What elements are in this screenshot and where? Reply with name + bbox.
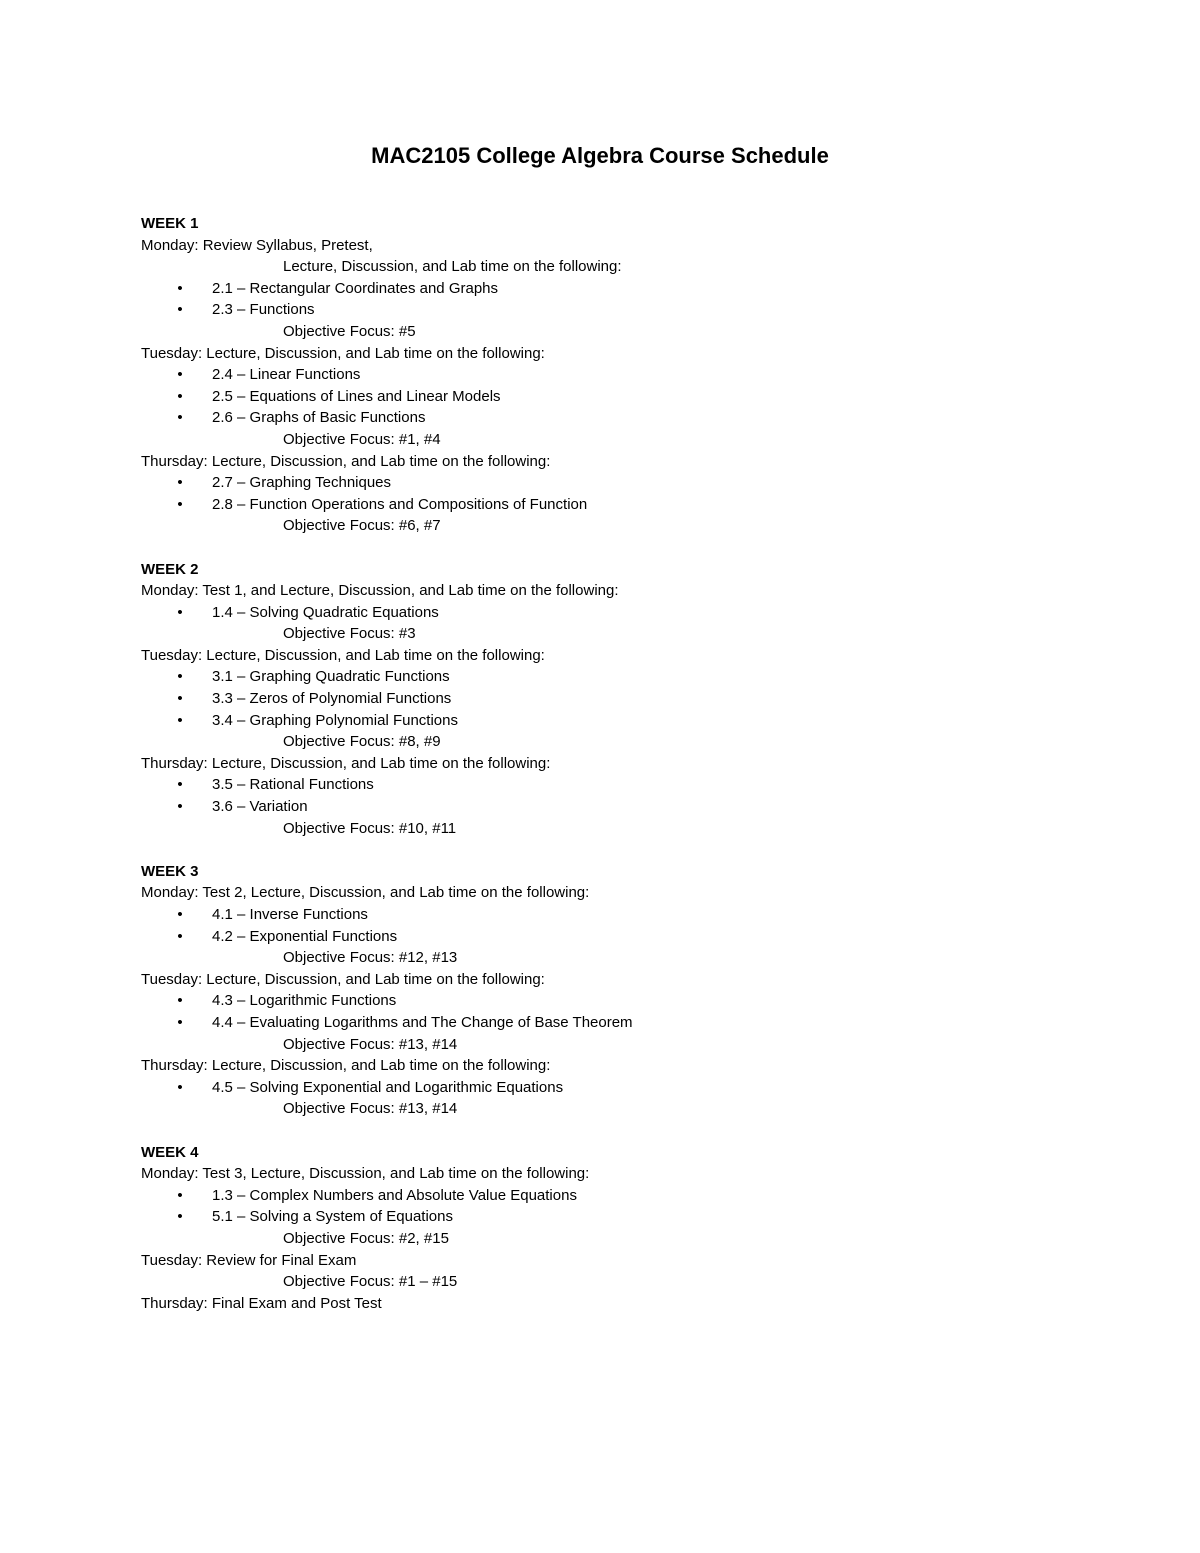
- topic-text: 2.4 – Linear Functions: [212, 366, 361, 384]
- topic-item: [141, 796, 1041, 818]
- topic-text: 1.4 – Solving Quadratic Equations: [212, 603, 439, 621]
- day-line: Thursday: Final Exam and Post Test: [141, 1294, 382, 1312]
- topic-item: [141, 602, 1041, 624]
- topic-text: 4.3 – Logarithmic Functions: [212, 992, 397, 1010]
- topic-item: [141, 710, 1041, 732]
- topic-item: [141, 666, 1041, 688]
- topic-text: 1.3 – Complex Numbers and Absolute Value Equations: [212, 1186, 577, 1204]
- bullet-icon: •: [177, 798, 183, 816]
- day-line: Tuesday: Lecture, Discussion, and Lab time on the following:: [141, 344, 545, 362]
- topic-item: [141, 926, 1041, 948]
- topic-item: [141, 407, 1041, 429]
- week-heading: WEEK 2: [141, 560, 199, 578]
- day-line: Monday: Test 2, Lecture, Discussion, and Lab time on the following:: [141, 884, 590, 902]
- spacer: [141, 839, 1041, 861]
- bullet-icon: •: [177, 409, 183, 427]
- indented-text: Lecture, Discussion, and Lab time on the following:: [283, 258, 622, 276]
- week-heading: WEEK 4: [141, 1143, 199, 1161]
- bullet-icon: •: [177, 603, 183, 621]
- week-section: [141, 559, 1041, 840]
- topic-item: [141, 1206, 1041, 1228]
- bullet-icon: •: [177, 474, 183, 492]
- bullet-icon: •: [177, 1013, 183, 1031]
- day-line: Tuesday: Lecture, Discussion, and Lab time on the following:: [141, 646, 545, 664]
- objective-focus: Objective Focus: #2, #15: [283, 1229, 449, 1247]
- topic-text: 4.4 – Evaluating Logarithms and The Change of Base Theorem: [212, 1013, 633, 1031]
- week-section: [141, 861, 1041, 1120]
- topic-text: 5.1 – Solving a System of Equations: [212, 1208, 453, 1226]
- schedule-content: [141, 213, 1041, 1314]
- topic-text: 2.3 – Functions: [212, 301, 315, 319]
- objective-focus: Objective Focus: #13, #14: [283, 1100, 458, 1118]
- topic-text: 2.1 – Rectangular Coordinates and Graphs: [212, 279, 499, 297]
- topic-text: 2.6 – Graphs of Basic Functions: [212, 409, 426, 427]
- day-line: Monday: Test 1, and Lecture, Discussion, and Lab time on the following:: [141, 582, 619, 600]
- week-section: [141, 213, 1041, 537]
- bullet-icon: •: [177, 927, 183, 945]
- day-line: Tuesday: Lecture, Discussion, and Lab time on the following:: [141, 970, 545, 988]
- bullet-icon: •: [177, 668, 183, 686]
- objective-focus: Objective Focus: #1, #4: [283, 430, 441, 448]
- topic-text: 3.1 – Graphing Quadratic Functions: [212, 668, 450, 686]
- day-line: Thursday: Lecture, Discussion, and Lab time on the following:: [141, 1057, 551, 1075]
- bullet-icon: •: [177, 1208, 183, 1226]
- spacer: [141, 537, 1041, 559]
- day-line: Thursday: Lecture, Discussion, and Lab time on the following:: [141, 754, 551, 772]
- topic-item: [141, 386, 1041, 408]
- objective-focus: Objective Focus: #6, #7: [283, 517, 441, 535]
- week-heading: WEEK 1: [141, 215, 199, 232]
- topic-item: [141, 1077, 1041, 1099]
- page-title: MAC2105 College Algebra Course Schedule: [371, 143, 829, 168]
- bullet-icon: •: [177, 279, 183, 297]
- topic-item: [141, 990, 1041, 1012]
- objective-focus: Objective Focus: #8, #9: [283, 733, 441, 751]
- topic-text: 2.8 – Function Operations and Compositions of Function: [212, 495, 588, 513]
- topic-text: 2.5 – Equations of Lines and Linear Models: [212, 387, 501, 405]
- bullet-icon: •: [177, 387, 183, 405]
- topic-item: [141, 278, 1041, 300]
- objective-focus: Objective Focus: #5: [283, 322, 416, 340]
- topic-text: 3.3 – Zeros of Polynomial Functions: [212, 690, 452, 708]
- topic-text: 2.7 – Graphing Techniques: [212, 474, 392, 492]
- bullet-icon: •: [177, 906, 183, 923]
- bullet-icon: •: [177, 301, 183, 319]
- objective-focus: Objective Focus: #3: [283, 625, 416, 643]
- topic-item: [141, 774, 1041, 796]
- bullet-icon: •: [177, 1186, 183, 1204]
- topic-item: [141, 1185, 1041, 1207]
- objective-focus: Objective Focus: #12, #13: [283, 949, 458, 967]
- topic-text: 4.5 – Solving Exponential and Logarithmic Equations: [212, 1078, 564, 1096]
- bullet-icon: •: [177, 711, 183, 729]
- topic-item: [141, 688, 1041, 710]
- topic-item: [141, 364, 1041, 386]
- topic-text: 3.4 – Graphing Polynomial Functions: [212, 711, 458, 729]
- objective-focus: Objective Focus: #1 – #15: [283, 1273, 458, 1291]
- objective-focus: Objective Focus: #10, #11: [283, 819, 457, 837]
- day-line: Monday: Review Syllabus, Pretest,: [141, 236, 373, 254]
- topic-text: 3.5 – Rational Functions: [212, 776, 374, 794]
- bullet-icon: •: [177, 992, 183, 1010]
- day-line: Tuesday: Review for Final Exam: [141, 1251, 357, 1269]
- bullet-icon: •: [177, 690, 183, 708]
- topic-text: 3.6 – Variation: [212, 798, 308, 816]
- week-heading: WEEK 3: [141, 862, 199, 880]
- day-line: Thursday: Lecture, Discussion, and Lab time on the following:: [141, 452, 551, 470]
- topic-item: [141, 904, 1041, 926]
- topic-item: [141, 494, 1041, 516]
- spacer: [141, 1120, 1041, 1142]
- topic-item: [141, 1012, 1041, 1034]
- objective-focus: Objective Focus: #13, #14: [283, 1035, 458, 1053]
- bullet-icon: •: [177, 1078, 183, 1096]
- topic-text: 4.2 – Exponential Functions: [212, 927, 398, 945]
- topic-item: [141, 472, 1041, 494]
- bullet-icon: •: [177, 495, 183, 513]
- day-line: Monday: Test 3, Lecture, Discussion, and Lab time on the following:: [141, 1165, 590, 1183]
- bullet-icon: •: [177, 366, 183, 384]
- bullet-icon: •: [177, 776, 183, 794]
- week-section: [141, 1142, 1041, 1315]
- topic-text: 4.1 – Inverse Functions: [212, 906, 368, 923]
- topic-item: [141, 299, 1041, 321]
